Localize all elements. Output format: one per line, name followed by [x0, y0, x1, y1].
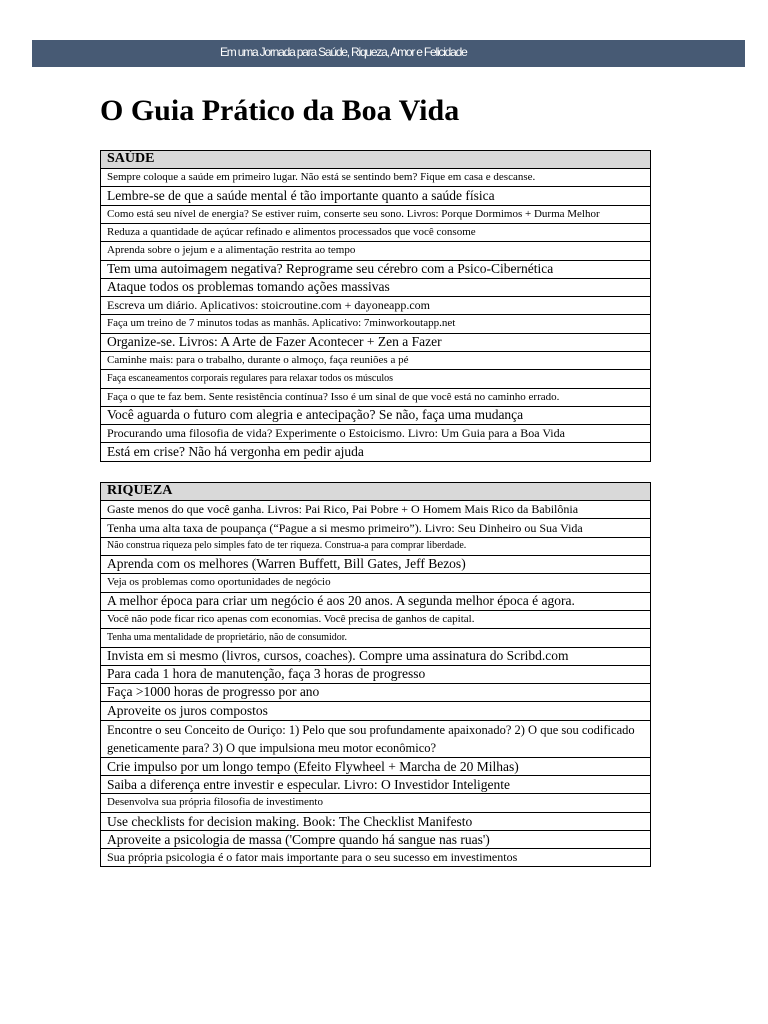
banner-text: Em uma Jornada para Saúde, Riqueza, Amor e Felicidade: [220, 45, 467, 59]
wealth-header: RIQUEZA: [101, 483, 651, 501]
health-header: SAÚDE: [101, 151, 651, 169]
table-row: Para cada 1 hora de manutenção, faça 3 horas de progresso: [101, 666, 651, 684]
table-row: Aproveite os juros compostos: [101, 702, 651, 721]
table-row: Gaste menos do que você ganha. Livros: Pai Rico, Pai Pobre + O Homem Mais Rico da Babilônia: [101, 501, 651, 519]
table-row: Sempre coloque a saúde em primeiro lugar. Não está se sentindo bem? Fique em casa e descanse.: [101, 169, 651, 187]
table-row: Faça o que te faz bem. Sente resistência contínua? Isso é um sinal de que você está no caminho errado.: [101, 389, 651, 407]
table-row: Você aguarda o futuro com alegria e antecipação? Se não, faça uma mudança: [101, 407, 651, 425]
table-row: Veja os problemas como oportunidades de negócio: [101, 574, 651, 593]
table-row: Aproveite a psicologia de massa ('Compre quando há sangue nas ruas'): [101, 831, 651, 849]
table-row: Invista em si mesmo (livros, cursos, coaches). Compre uma assinatura do Scribd.com: [101, 648, 651, 666]
table-row: Não construa riqueza pelo simples fato de ter riqueza. Construa-a para comprar liberdade.: [101, 538, 651, 556]
table-row: Caminhe mais: para o trabalho, durante o almoço, faça reuniões a pé: [101, 352, 651, 370]
wealth-table: [100, 482, 651, 867]
table-row: Desenvolva sua própria filosofia de investimento: [101, 794, 651, 813]
table-row: Lembre-se de que a saúde mental é tão importante quanto a saúde física: [101, 187, 651, 206]
table-row: Faça >1000 horas de progresso por ano: [101, 684, 651, 702]
table-row: Tenha uma alta taxa de poupança (“Pague a si mesmo primeiro”). Livro: Seu Dinheiro ou Sua Vida: [101, 519, 651, 538]
table-row: Reduza a quantidade de açúcar refinado e alimentos processados que você consome: [101, 224, 651, 242]
table-row: Organize-se. Livros: A Arte de Fazer Acontecer + Zen a Fazer: [101, 334, 651, 352]
table-row: A melhor época para criar um negócio é aos 20 anos. A segunda melhor época é agora.: [101, 593, 651, 611]
table-row: Aprenda sobre o jejum e a alimentação restrita ao tempo: [101, 242, 651, 261]
table-row: Crie impulso por um longo tempo (Efeito Flywheel + Marcha de 20 Milhas): [101, 758, 651, 776]
table-row: Aprenda com os melhores (Warren Buffett, Bill Gates, Jeff Bezos): [101, 556, 651, 574]
health-table: [100, 150, 651, 462]
table-row: Encontre o seu Conceito de Ouriço: 1) Pelo que sou profundamente apaixonado? 2) O que sou codificado geneticamente para? 3) O que impulsiona meu motor econômico?: [101, 721, 651, 758]
table-row: Faça escaneamentos corporais regulares para relaxar todos os músculos: [101, 370, 651, 389]
table-row: Faça um treino de 7 minutos todas as manhãs. Aplicativo: 7minworkoutapp.net: [101, 315, 651, 334]
table-row: Tem uma autoimagem negativa? Reprograme seu cérebro com a Psico-Cibernética: [101, 261, 651, 279]
table-row: Use checklists for decision making. Book: The Checklist Manifesto: [101, 813, 651, 831]
table-row: Escreva um diário. Aplicativos: stoicroutine.com + dayoneapp.com: [101, 297, 651, 315]
table-row: Como está seu nível de energia? Se estiver ruim, conserte seu sono. Livros: Porque Dormimos + Durma Melhor: [101, 206, 651, 224]
table-row: Sua própria psicologia é o fator mais importante para o seu sucesso em investimentos: [101, 849, 651, 867]
table-row: Tenha uma mentalidade de proprietário, não de consumidor.: [101, 629, 651, 648]
page-title: O Guia Prático da Boa Vida: [100, 94, 460, 127]
table-row: Está em crise? Não há vergonha em pedir ajuda: [101, 443, 651, 462]
table-row: Você não pode ficar rico apenas com economias. Você precisa de ganhos de capital.: [101, 611, 651, 629]
table-row: Ataque todos os problemas tomando ações massivas: [101, 279, 651, 297]
table-row: Procurando uma filosofia de vida? Experimente o Estoicismo. Livro: Um Guia para a Boa Vida: [101, 425, 651, 443]
top-banner: [32, 40, 745, 67]
table-row: Saiba a diferença entre investir e especular. Livro: O Investidor Inteligente: [101, 776, 651, 794]
